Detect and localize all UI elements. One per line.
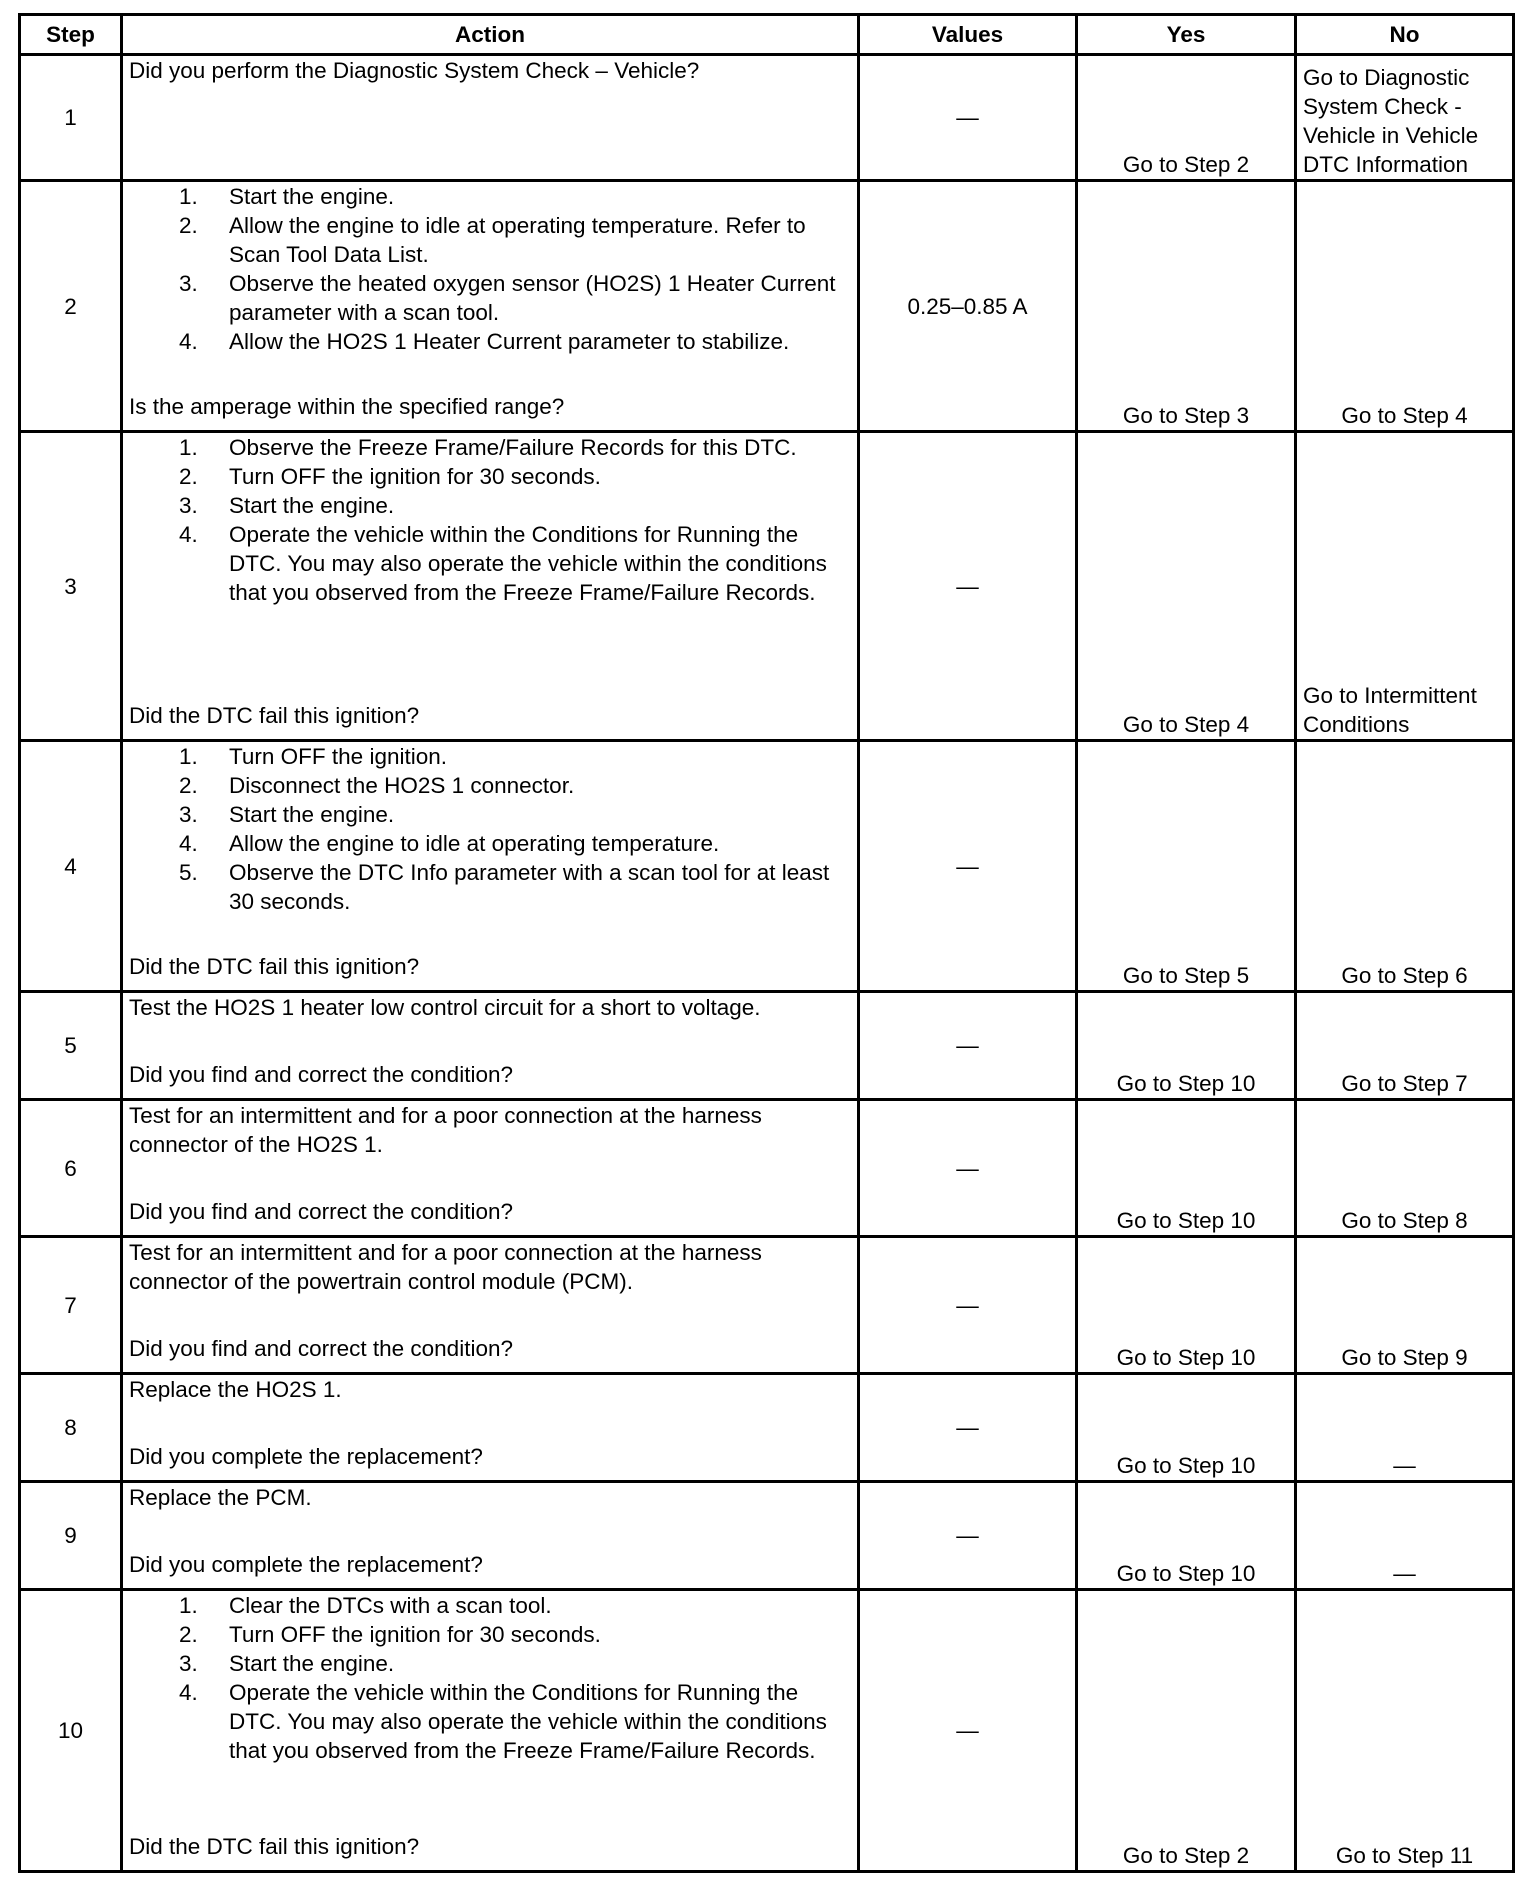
step-number-cell: 7 xyxy=(20,1237,122,1374)
action-cell xyxy=(122,741,859,992)
action-step-number: 3. xyxy=(179,802,198,827)
step-number-cell: 2 xyxy=(20,181,122,432)
action-instructions xyxy=(129,1101,851,1159)
action-step-text: Start the engine. xyxy=(229,493,395,518)
action-step-text: Turn OFF the ignition for 30 seconds. xyxy=(229,464,601,489)
table-row xyxy=(20,1590,1514,1872)
action-cell xyxy=(122,432,859,741)
action-step-number: 5. xyxy=(179,860,198,885)
action-cell xyxy=(122,1590,859,1872)
values-cell: — xyxy=(859,1482,1077,1590)
action-step-item xyxy=(129,771,851,800)
step-number-cell: 9 xyxy=(20,1482,122,1590)
action-step-number: 1. xyxy=(179,435,198,460)
action-step-number: 2. xyxy=(179,773,198,798)
values-cell: — xyxy=(859,1237,1077,1374)
action-question: Did the DTC fail this ignition? xyxy=(129,703,420,728)
action-cell xyxy=(122,55,859,181)
action-step-text: Operate the vehicle within the Conditions for Running the DTC. You may also operate the vehicle within the conditions that you observed from the Freeze Frame/Failure Records. xyxy=(229,522,827,605)
action-content xyxy=(129,742,851,981)
action-step-text: Observe the Freeze Frame/Failure Records for this DTC. xyxy=(229,435,797,460)
action-question: Did the DTC fail this ignition? xyxy=(129,1834,420,1859)
action-cell xyxy=(122,181,859,432)
values-cell: — xyxy=(859,741,1077,992)
yes-cell: Go to Step 10 xyxy=(1077,1100,1296,1237)
action-instructions xyxy=(129,742,851,916)
step-number-cell: 5 xyxy=(20,992,122,1100)
action-content xyxy=(129,1591,851,1861)
action-intro-text: Test the HO2S 1 heater low control circuit for a short to voltage. xyxy=(129,995,761,1020)
action-step-item xyxy=(129,800,851,829)
no-cell: Go to Step 7 xyxy=(1296,992,1514,1100)
yes-cell: Go to Step 3 xyxy=(1077,181,1296,432)
table-row xyxy=(20,1100,1514,1237)
action-cell xyxy=(122,992,859,1100)
table-row xyxy=(20,992,1514,1100)
values-cell: — xyxy=(859,992,1077,1100)
header-yes: Yes xyxy=(1077,15,1296,55)
action-step-text: Observe the DTC Info parameter with a scan tool for at least 30 seconds. xyxy=(229,860,830,914)
action-content xyxy=(129,433,851,730)
step-number-cell: 8 xyxy=(20,1374,122,1482)
action-cell xyxy=(122,1100,859,1237)
yes-cell: Go to Step 5 xyxy=(1077,741,1296,992)
action-step-number: 2. xyxy=(179,1622,198,1647)
action-step-text: Disconnect the HO2S 1 connector. xyxy=(229,773,575,798)
action-step-item xyxy=(129,211,851,269)
action-step-item xyxy=(129,491,851,520)
no-cell: — xyxy=(1296,1482,1514,1590)
action-step-number: 1. xyxy=(179,184,198,209)
action-instructions xyxy=(129,182,851,356)
action-instructions xyxy=(129,1375,851,1404)
no-cell: Go to Step 9 xyxy=(1296,1237,1514,1374)
action-step-item xyxy=(129,269,851,327)
action-step-number: 4. xyxy=(179,1680,198,1705)
action-question: Did you complete the replacement? xyxy=(129,1444,483,1469)
action-instructions xyxy=(129,56,851,85)
table-row xyxy=(20,741,1514,992)
action-step-item xyxy=(129,858,851,916)
action-step-number: 4. xyxy=(179,831,198,856)
action-step-number: 4. xyxy=(179,329,198,354)
step-number-cell: 6 xyxy=(20,1100,122,1237)
header-row xyxy=(20,15,1514,55)
step-number-cell: 1 xyxy=(20,55,122,181)
action-step-number: 3. xyxy=(179,1651,198,1676)
action-step-list xyxy=(129,433,851,607)
yes-cell: Go to Step 10 xyxy=(1077,1482,1296,1590)
action-content xyxy=(129,56,851,170)
values-cell: — xyxy=(859,432,1077,741)
no-cell: Go to Step 11 xyxy=(1296,1590,1514,1872)
action-content xyxy=(129,1101,851,1226)
action-step-text: Observe the heated oxygen sensor (HO2S) 1 Heater Current parameter with a scan tool. xyxy=(229,271,836,325)
action-step-item xyxy=(129,433,851,462)
action-instructions xyxy=(129,993,851,1022)
action-question: Did you find and correct the condition? xyxy=(129,1199,513,1224)
diagnostic-table xyxy=(18,13,1515,1873)
action-step-list xyxy=(129,742,851,916)
header-step: Step xyxy=(20,15,122,55)
action-instructions xyxy=(129,1238,851,1296)
action-step-text: Turn OFF the ignition for 30 seconds. xyxy=(229,1622,601,1647)
values-cell: — xyxy=(859,1374,1077,1482)
yes-cell: Go to Step 2 xyxy=(1077,55,1296,181)
action-step-text: Start the engine. xyxy=(229,802,395,827)
action-intro-text: Replace the PCM. xyxy=(129,1485,312,1510)
action-question: Did you find and correct the condition? xyxy=(129,1336,513,1361)
yes-cell: Go to Step 10 xyxy=(1077,1237,1296,1374)
action-content xyxy=(129,1375,851,1471)
table-row xyxy=(20,181,1514,432)
action-cell xyxy=(122,1374,859,1482)
table-row xyxy=(20,1237,1514,1374)
action-step-list xyxy=(129,182,851,356)
action-step-number: 3. xyxy=(179,493,198,518)
action-cell xyxy=(122,1237,859,1374)
action-step-item xyxy=(129,1678,851,1765)
values-cell: — xyxy=(859,1100,1077,1237)
action-content xyxy=(129,182,851,421)
action-content xyxy=(129,993,851,1089)
action-step-text: Allow the HO2S 1 Heater Current parameter to stabilize. xyxy=(229,329,790,354)
action-step-item xyxy=(129,742,851,771)
values-cell: — xyxy=(859,1590,1077,1872)
action-instructions xyxy=(129,1591,851,1765)
action-step-item xyxy=(129,462,851,491)
action-step-number: 2. xyxy=(179,464,198,489)
action-step-list xyxy=(129,1591,851,1765)
header-action: Action xyxy=(122,15,859,55)
yes-cell: Go to Step 10 xyxy=(1077,992,1296,1100)
action-step-number: 2. xyxy=(179,213,198,238)
action-step-text: Start the engine. xyxy=(229,184,395,209)
action-cell xyxy=(122,1482,859,1590)
no-cell: — xyxy=(1296,1374,1514,1482)
action-question: Did you find and correct the condition? xyxy=(129,1062,513,1087)
action-intro-text: Did you perform the Diagnostic System Check – Vehicle? xyxy=(129,58,700,83)
values-cell: — xyxy=(859,55,1077,181)
action-step-item xyxy=(129,829,851,858)
table-body xyxy=(20,55,1514,1872)
action-intro-text: Replace the HO2S 1. xyxy=(129,1377,342,1402)
action-step-item xyxy=(129,1591,851,1620)
values-cell: 0.25–0.85 A xyxy=(859,181,1077,432)
action-step-text: Operate the vehicle within the Conditions for Running the DTC. You may also operate the vehicle within the conditions that you observed from the Freeze Frame/Failure Records. xyxy=(229,1680,827,1763)
no-cell: Go to Step 8 xyxy=(1296,1100,1514,1237)
step-number-cell: 3 xyxy=(20,432,122,741)
no-cell: Go to Diagnostic System Check - Vehicle in Vehicle DTC Information xyxy=(1296,55,1514,181)
action-question: Did you complete the replacement? xyxy=(129,1552,483,1577)
table-row xyxy=(20,55,1514,181)
header-values: Values xyxy=(859,15,1077,55)
action-instructions xyxy=(129,433,851,607)
action-content xyxy=(129,1483,851,1579)
action-step-item xyxy=(129,1620,851,1649)
action-intro-text: Test for an intermittent and for a poor connection at the harness connector of the HO2S 1. xyxy=(129,1103,762,1157)
action-step-number: 4. xyxy=(179,522,198,547)
action-step-text: Clear the DTCs with a scan tool. xyxy=(229,1593,552,1618)
step-number-cell: 10 xyxy=(20,1590,122,1872)
action-step-number: 1. xyxy=(179,744,198,769)
action-intro-text: Test for an intermittent and for a poor connection at the harness connector of the powertrain control module (PCM). xyxy=(129,1240,762,1294)
action-step-item xyxy=(129,327,851,356)
table-row xyxy=(20,1482,1514,1590)
action-step-number: 3. xyxy=(179,271,198,296)
action-step-number: 1. xyxy=(179,1593,198,1618)
action-question: Is the amperage within the specified range? xyxy=(129,394,565,419)
header-no: No xyxy=(1296,15,1514,55)
action-step-text: Allow the engine to idle at operating temperature. Refer to Scan Tool Data List. xyxy=(229,213,806,267)
step-number-cell: 4 xyxy=(20,741,122,992)
action-step-item xyxy=(129,520,851,607)
yes-cell: Go to Step 10 xyxy=(1077,1374,1296,1482)
action-content xyxy=(129,1238,851,1363)
no-cell: Go to Step 4 xyxy=(1296,181,1514,432)
action-step-item xyxy=(129,182,851,211)
table-row xyxy=(20,432,1514,741)
yes-cell: Go to Step 4 xyxy=(1077,432,1296,741)
yes-cell: Go to Step 2 xyxy=(1077,1590,1296,1872)
table-row xyxy=(20,1374,1514,1482)
action-step-text: Turn OFF the ignition. xyxy=(229,744,448,769)
action-instructions xyxy=(129,1483,851,1512)
no-cell: Go to Intermittent Conditions xyxy=(1296,432,1514,741)
action-step-text: Start the engine. xyxy=(229,1651,395,1676)
action-step-text: Allow the engine to idle at operating temperature. xyxy=(229,831,720,856)
action-question: Did the DTC fail this ignition? xyxy=(129,954,420,979)
action-step-item xyxy=(129,1649,851,1678)
no-cell: Go to Step 6 xyxy=(1296,741,1514,992)
